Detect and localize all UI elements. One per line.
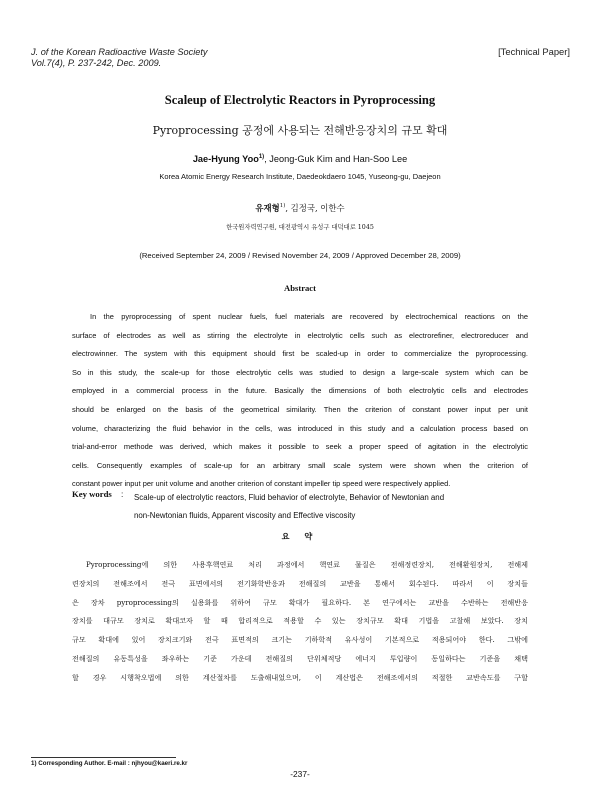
keywords-colon: : — [121, 489, 124, 499]
affiliation: Korea Atomic Energy Research Institute, Daedeokdaero 1045, Yuseong-gu, Daejeon — [159, 172, 441, 181]
received-dates: (Received September 24, 2009 / Revised November 24, 2009 / Approved December 28, 2009) — [139, 251, 461, 260]
abstract-line: volume, characterizing the fluid behavior in the cells, was introduced in this study and a calculation process based on — [72, 423, 528, 433]
lead-author-mark: 1) — [258, 154, 265, 160]
corresponding-author-footnote: 1) Corresponding Author. E-mail : njhyou@kaeri.re.kr — [31, 760, 188, 767]
keywords-line: Scale-up of electrolytic reactors, Fluid behavior of electrolyte, Behavior of Newtonian and — [134, 493, 445, 502]
korean-author-list — [0, 202, 600, 214]
paper-title: Scaleup of Electrolytic Reactors in Pyroprocessing — [164, 93, 436, 107]
korean-abstract-line: 규모 확대에 있어 장치크기와 전극 표면적의 크기는 기하학적 유사성이 기본적으로 적용되어야 한다. 그밖에 — [72, 635, 528, 645]
keywords-label: Key words — [72, 489, 112, 499]
abstract-line: cells. Consequently examples of scale-up for an arbitrary small scale system were shown when the criterion of — [72, 460, 528, 470]
abstract-line: electrowinner. The system with this equipment should first be scaled-up in order to commercialize the pyroprocessing. — [72, 349, 528, 359]
korean-abstract-line: Pyroprocessing에 의한 사용후핵연료 처리 과정에서 핵연료 물질은 전해정련장치, 전해환원장치, 전해제 — [86, 560, 528, 569]
page-number: -237- — [290, 769, 310, 779]
abstract-line: constant power input per unit volume and another criterion of constant impeller tip speed were respectively applied. — [72, 479, 451, 489]
paper-type: [Technical Paper] — [498, 46, 570, 57]
korean-abstract-body — [72, 556, 528, 688]
korean-affiliation: 한국원자력연구원, 대전광역시 유성구 대덕대로 1045 — [226, 224, 374, 231]
korean-abstract-line: 할 경우 시행착오법에 의한 계산절차를 도출해내었으며, 이 계산법은 전해조에서의 적절한 교반속도를 구할 — [72, 672, 528, 682]
footnote-divider — [31, 757, 176, 758]
abstract-line: should be enlarged on the basis of the geometrical similarity. Then the criterion of constant power input per unit — [72, 404, 528, 414]
korean-abstract-line: 장치를 대규모 장치로 확대코자 할 때 합리적으로 적용할 수 있는 장치규모 확대 기법을 고찰해 보았다. 장치 — [72, 616, 528, 626]
korean-abstract-heading: 요 약 — [281, 531, 319, 541]
journal-citation — [31, 47, 208, 68]
korean-lead-author-mark: 1) — [279, 203, 286, 210]
korean-abstract-line: 련장치의 전해조에서 전극 표면에서의 전기화학반응과 전해질의 교반을 통해서 회수된다. 따라서 이 장치들 — [72, 578, 528, 588]
abstract-line: So in this study, the scale-up for those electrolytic cells was studied to design a large-scale system which can be — [72, 367, 528, 377]
co-authors: , Jeong-Guk Kim and Han-Soo Lee — [264, 154, 408, 165]
korean-title: Pyroprocessing 공정에 사용되는 전해반응장치의 규모 확대 — [152, 124, 448, 137]
abstract-line: In the pyroprocessing of spent nuclear fuels, fuel materials are recovered by electrochemical reactions on the — [90, 312, 528, 321]
korean-abstract-line: 전해질의 유동특성을 좌우하는 기준 가운데 전해질의 단위체적당 에너지 투입량이 동일하다는 기준을 채택 — [72, 653, 528, 663]
keywords-text — [134, 489, 526, 524]
abstract-line: trial-and-error methode was derived, which makes it possible to seek a proper speed of agitation in the electrolytic — [72, 442, 528, 452]
keywords-line: non-Newtonian fluids, Apparent viscosity and Effective viscosity — [134, 510, 356, 520]
journal-volume: Vol.7(4), P. 237-242, Dec. 2009. — [31, 57, 162, 68]
korean-lead-author: 유재형 — [255, 203, 280, 213]
abstract-line: surface of electrodes as well as stirring the electrolyte in electrolytic cells such as electrorefiner, electroreducer and — [72, 330, 528, 340]
abstract-body — [72, 308, 528, 494]
abstract-heading: Abstract — [284, 283, 316, 293]
abstract-line: employed in a commercial process in the future. Basically the dimensions of both electrolytic cells and electrodes — [72, 386, 528, 396]
author-list — [0, 154, 600, 164]
journal-name: J. of the Korean Radioactive Waste Society — [31, 47, 208, 57]
lead-author: Jae-Hyung Yoo — [192, 154, 259, 165]
korean-abstract-line: 은 장차 pyroprocessing의 실용화를 위하여 규모 확대가 필요하다. 본 연구에서는 교반을 수반하는 전해반응 — [72, 597, 528, 607]
korean-co-authors: , 김정국, 이한수 — [285, 203, 345, 213]
